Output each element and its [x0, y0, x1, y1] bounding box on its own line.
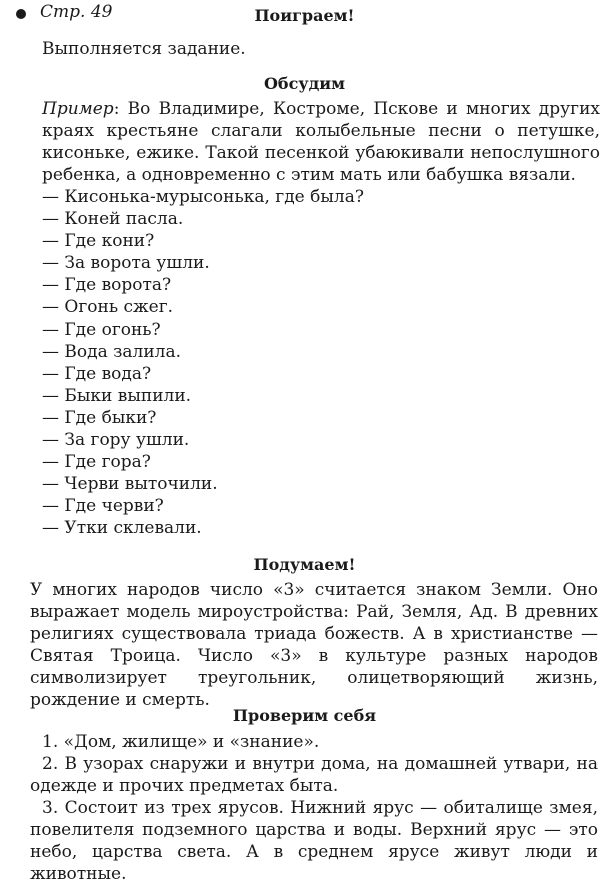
play-text: Выполняется задание. [42, 39, 246, 59]
dialog-line: — Где кони? [42, 231, 155, 252]
dialog-line: — Где огонь? [42, 319, 161, 340]
answer-item: 3. Состоит из трех ярусов. Нижний ярус — обиталище змея, повелителя подземного царства и воды. Верхний ярус — это небо, царства света. А в среднем ярусе живут люди и животные. [30, 798, 598, 884]
dialog-line: — Где гора? [42, 452, 151, 473]
page-label: Стр. 49 [40, 2, 113, 22]
dialog-line: — Кисонька-мурысонька, где была? [42, 187, 364, 207]
heading-check: Проверим себя [232, 706, 377, 725]
discuss-example [42, 98, 600, 186]
lullaby-dialog [42, 186, 364, 540]
think-text: У многих народов число «3» считается знаком Земли. Оно выражает модель мироустройства: Рай, Земля, Ад. В древних религиях существовала триада божеств. А в христианстве — Святая Троица. Число «3» в культуре разных народов символизирует треугольник, олицетворяющий жизнь, рождение и смерть. [30, 580, 598, 710]
dialog-line: — Коней пасла. [42, 209, 184, 230]
dialog-line: — За ворота ушли. [42, 253, 210, 274]
dialog-line: — Где ворота? [42, 275, 172, 296]
example-label: Пример [42, 99, 114, 119]
example-text: : Во Владимире, Костроме, Пскове и многих других краях крестьяне слагали колыбельные песни о петушке, кисоньке, ежике. Такой песенкой убаюкивали непослушного ребенка, а одновременно с этим мать или бабушка вязали. [42, 99, 600, 185]
answer-item: 1. «Дом, жилище» и «знание». [42, 732, 320, 752]
dialog-line: — Где черви? [42, 496, 164, 517]
dialog-line: — Утки склевали. [42, 518, 202, 539]
answer-item: 2. В узорах снаружи и внутри дома, на домашней утвари, на одежде и прочих предметах быта. [30, 754, 598, 796]
dialog-line: — Огонь сжег. [42, 297, 174, 318]
dialog-line: — Быки выпили. [42, 385, 192, 406]
dialog-line: — Где быки? [42, 407, 157, 428]
answers-list [30, 731, 598, 885]
heading-think: Подумаем! [253, 555, 356, 574]
dialog-line: — Вода залила. [42, 341, 182, 362]
heading-discuss: Обсудим [263, 74, 346, 93]
dialog-line: — Где вода? [42, 363, 152, 384]
heading-play: Поиграем! [254, 6, 355, 25]
dialog-line: — За гору ушли. [42, 430, 190, 451]
dialog-line: — Черви выточили. [42, 474, 218, 495]
